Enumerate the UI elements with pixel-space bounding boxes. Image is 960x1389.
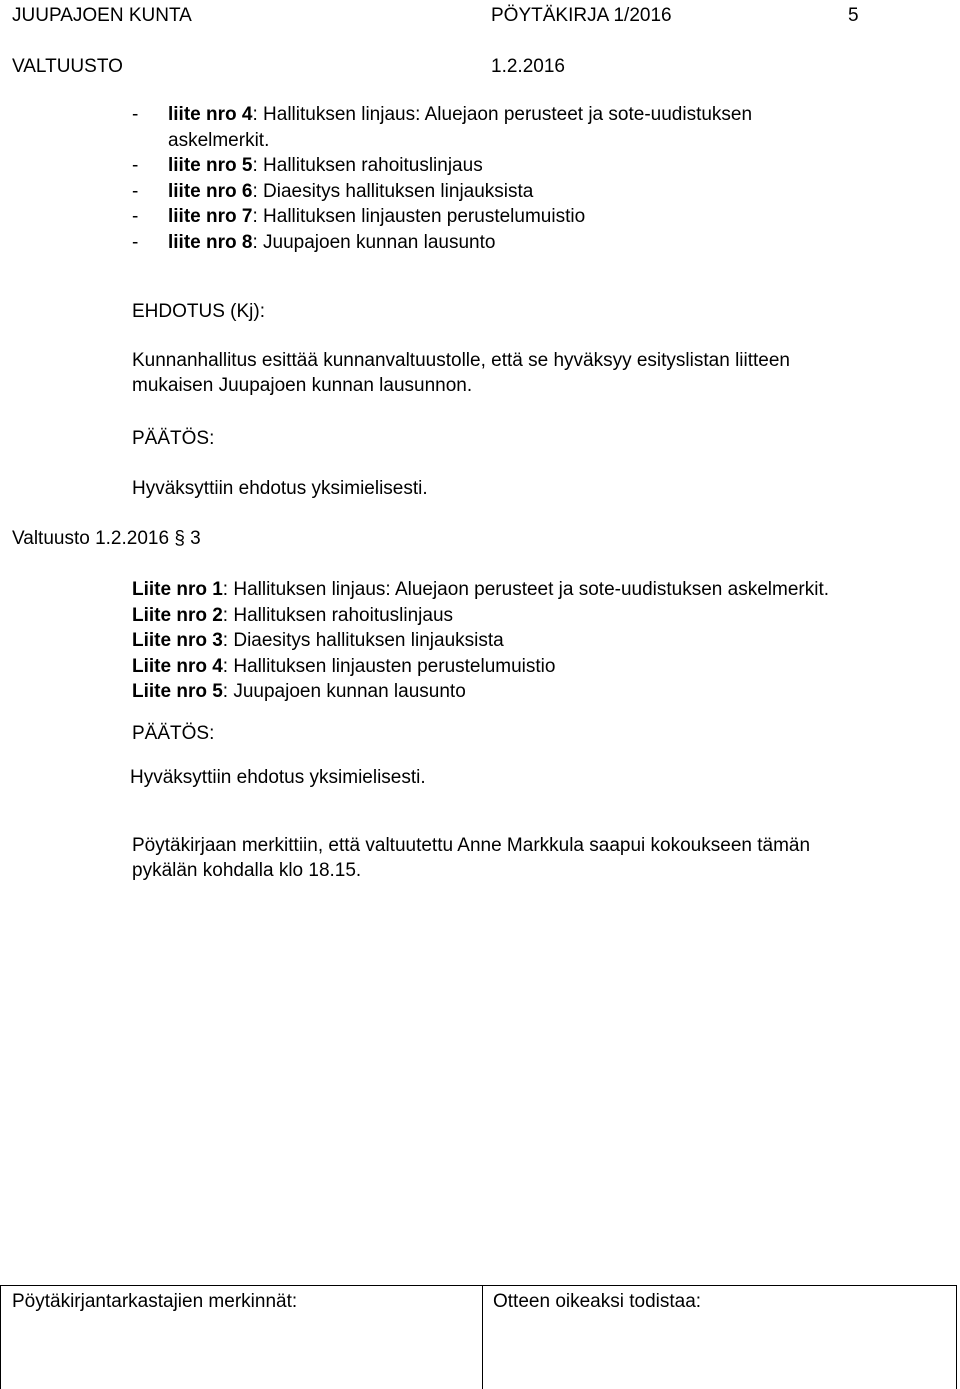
attachment-text: : Juupajoen kunnan lausunto	[252, 231, 496, 253]
list-dash: -	[132, 104, 139, 125]
list-item	[132, 204, 932, 230]
attachment-text: : Hallituksen rahoituslinjaus	[252, 155, 483, 176]
list-item	[132, 153, 932, 179]
list-item	[132, 179, 932, 205]
decision-heading: PÄÄTÖS:	[132, 723, 215, 744]
attachment-text: : Hallituksen linjaus: Aluejaon perusteet ja sote-uudistuksen askelmerkit.	[222, 579, 830, 600]
attachment-text: : Juupajoen kunnan lausunto	[222, 681, 466, 702]
decision-text: Hyväksyttiin ehdotus yksimielisesti.	[132, 478, 428, 499]
list-item	[132, 603, 952, 629]
note-line: pykälän kohdalla klo 18.15.	[132, 860, 362, 881]
reviewers-marks-label: Pöytäkirjantarkastajien merkinnät:	[12, 1291, 298, 1312]
list-item	[132, 577, 952, 603]
attachment-text: : Hallituksen linjausten perustelumuistio	[252, 206, 586, 227]
page-number: 5	[848, 5, 859, 26]
list-item	[132, 654, 952, 680]
meeting-note	[132, 833, 932, 883]
list-item	[132, 230, 932, 256]
list-dash: -	[132, 231, 139, 253]
list-item-continuation	[132, 128, 932, 154]
list-item	[132, 102, 932, 128]
attachment-text: : Hallituksen linjaus: Aluejaon perusteet ja sote-uudistuksen	[252, 104, 753, 125]
attachment-label: liite nro 7	[168, 206, 253, 227]
list-item	[132, 679, 952, 705]
certification-label: Otteen oikeaksi todistaa:	[493, 1291, 702, 1312]
attachment-text: : Hallituksen linjausten perustelumuistio	[222, 655, 556, 677]
attachment-label: liite nro 8	[168, 231, 253, 253]
attachment-text: : Diaesitys hallituksen linjauksista	[222, 630, 504, 651]
body-name: VALTUUSTO	[12, 56, 123, 77]
proposal-line: mukaisen Juupajoen kunnan lausunnon.	[132, 375, 473, 396]
section-reference: Valtuusto 1.2.2016 § 3	[12, 528, 201, 549]
list-dash: -	[132, 180, 139, 202]
attachment-label: Liite nro 4	[132, 655, 223, 677]
attachment-label: Liite nro 5	[132, 681, 223, 702]
attachment-label: Liite nro 2	[132, 604, 223, 626]
attachment-label: Liite nro 1	[132, 579, 223, 600]
footer-divider	[482, 1286, 483, 1389]
attachment-text-continued: askelmerkit.	[168, 129, 270, 151]
proposal-heading: EHDOTUS (Kj):	[132, 301, 265, 322]
attachment-label: Liite nro 3	[132, 630, 223, 651]
attachment-text: : Hallituksen rahoituslinjaus	[222, 604, 454, 626]
list-dash: -	[132, 206, 139, 227]
decision-heading: PÄÄTÖS:	[132, 428, 215, 449]
attachment-label: liite nro 6	[168, 180, 253, 202]
proposal-line: Kunnanhallitus esittää kunnanvaltuustolle, että se hyväksyy esityslistan liitteen	[132, 350, 790, 371]
list-dash: -	[132, 155, 139, 176]
attachment-text: : Diaesitys hallituksen linjauksista	[252, 180, 534, 202]
list-item	[132, 628, 952, 654]
proposal-text	[132, 348, 932, 398]
municipality-name: JUUPAJOEN KUNTA	[12, 5, 192, 26]
council-attachment-list	[132, 577, 952, 705]
footer-signature-box	[0, 1285, 957, 1389]
decision-text: Hyväksyttiin ehdotus yksimielisesti.	[130, 767, 426, 788]
document-title: PÖYTÄKIRJA 1/2016	[491, 5, 672, 26]
attachment-label: liite nro 5	[168, 155, 253, 176]
board-attachment-list	[132, 102, 932, 255]
note-line: Pöytäkirjaan merkittiin, että valtuutettu Anne Markkula saapui kokoukseen tämän	[132, 835, 811, 856]
meeting-date: 1.2.2016	[491, 56, 565, 77]
attachment-label: liite nro 4	[168, 104, 253, 125]
